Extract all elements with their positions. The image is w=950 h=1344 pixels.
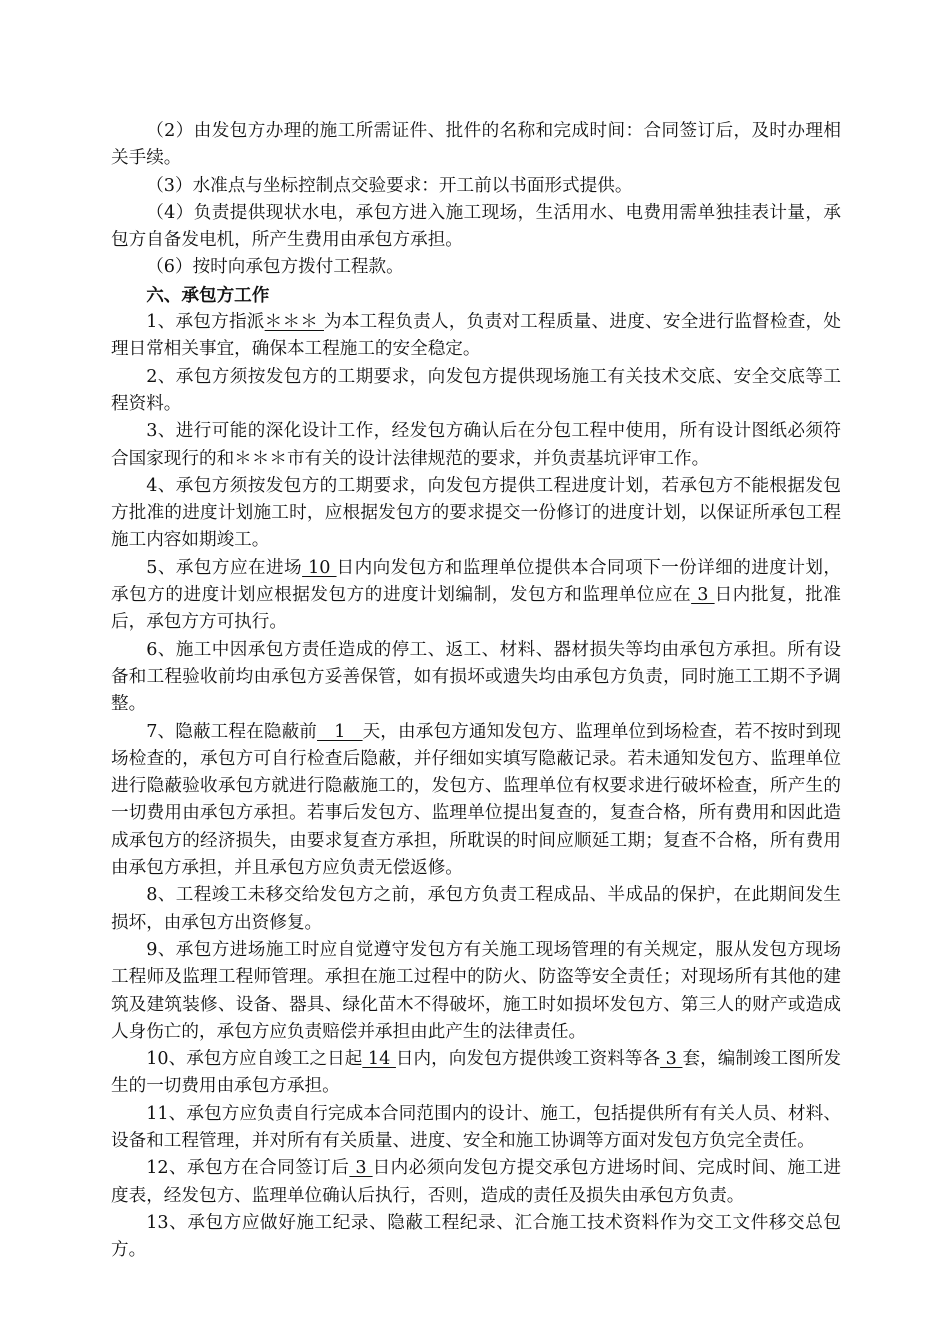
filled-blank: 3 [349,1158,373,1179]
paragraph [111,173,841,200]
paragraph [111,418,841,473]
paragraph-text: 日内批复，批准后，承包方方可执行。 [111,585,841,633]
paragraph-text: 5、承包方应在进场 [146,557,303,578]
paragraph-text: 13、承包方应做好施工纪录、隐蔽工程纪录、汇合施工技术资料作为交工文件移交总包方。 [111,1212,841,1261]
paragraph-text: 6、施工中因承包方责任造成的停工、返工、材料、器材损失等均由承包方承担。所有设备和工程验收前均由承包方妥善保管，如有损坏或遗失均由承包方负责，同时施工工期不予调整。 [111,639,841,715]
paragraph [111,473,841,555]
paragraph [111,200,841,255]
paragraph [111,118,841,173]
section-heading [111,282,841,309]
paragraph-text: （2）由发包方办理的施工所需证件、批件的名称和完成时间：合同签订后，及时办理相关手续。 [111,121,841,169]
paragraph-text: 1、承包方指派 [146,312,265,333]
paragraph-text: （6）按时向承包方拨付工程款。 [146,257,404,278]
filled-blank: 14 [362,1049,396,1070]
paragraph-text: 12、承包方在合同签订后 [146,1158,350,1179]
filled-blank: 1 [317,721,363,742]
paragraph-text: 4、承包方须按发包方的工期要求，向发包方提供工程进度计划，若承包方不能根据发包方批准的进度计划施工时，应根据发包方的要求提交一份修订的进度计划，以保证所承包工程施工内容如期竣工。 [111,475,841,551]
paragraph-text: 2、承包方须按发包方的工期要求，向发包方提供现场施工有关技术交底、安全交底等工程资料。 [111,366,841,414]
paragraph [111,1155,841,1210]
paragraph-text: （3）水准点与坐标控制点交验要求：开工前以书面形式提供。 [146,175,633,196]
paragraph-text: 日内必须向发包方提交承包方进场时间、完成时间、施工进度表，经发包方、监理单位确认后执行，否则，造成的责任及损失由承包方负责。 [111,1158,841,1206]
paragraph [111,719,841,883]
paragraph-text: 天，由承包方通知发包方、监理单位到场检查，若不按时到现场检查的，承包方可自行检查后隐蔽，并仔细如实填写隐蔽记录。若未通知发包方、监理单位进行隐蔽验收承包方就进行隐蔽施工的，发包方、监理单位有权要求进行破坏检查，所产生的一切费用由承包方承担。若事后发包方、监理单位提出复查的，复查合格，所有费用和因此造成承包方的经济损失，由要求复查方承担，所耽误的时间应顺延工期；复查不合格，所有费用由承包方承担，并且承包方应负责无偿返修。 [111,721,841,879]
paragraph-text: 8、工程竣工未移交给发包方之前，承包方负责工程成品、半成品的保护，在此期间发生损坏，由承包方出资修复。 [111,885,841,933]
filled-blank: 10 [302,557,337,578]
paragraph [111,1046,841,1101]
paragraph-text: 3、进行可能的深化设计工作，经发包方确认后在分包工程中使用，所有设计图纸必须符合国家现行的和＊＊＊市有关的设计法律规范的要求，并负责基坑评审工作。 [111,421,841,469]
paragraph [111,1101,841,1156]
paragraph [111,637,841,719]
filled-blank: ＊＊＊ [264,312,324,333]
filled-blank: 3 [660,1049,683,1070]
paragraph-text: 套，编制竣工图所发生的一切费用由承包方承担。 [111,1049,841,1097]
paragraph [111,309,841,364]
paragraph [111,1210,841,1265]
paragraph-text: 7、隐蔽工程在隐蔽前 [146,721,318,742]
paragraph-text: 六、承包方工作 [146,284,270,306]
paragraph [111,937,841,1046]
paragraph [111,254,841,281]
paragraph-text: 日内向发包方和监理单位提供本合同项下一份详细的进度计划，承包方的进度计划应根据发包方的进度计划编制，发包方和监理单位应在 [111,557,841,606]
paragraph [111,555,841,637]
paragraph-text: 为本工程负责人，负责对工程质量、进度、安全进行监督检查，处理日常相关事宜，确保本工程施工的安全稳定。 [111,312,841,360]
paragraph-text: 10、承包方应自竣工之日起 [146,1049,363,1070]
paragraph-text: 9、承包方进场施工时应自觉遵守发包方有关施工现场管理的有关规定，服从发包方现场工程师及监理工程师管理。承担在施工过程中的防火、防盗等安全责任；对现场所有其他的建筑及建筑装修、设备、器具、绿化苗木不得破坏，施工时如损坏发包方、第三人的财产或造成人身伤亡的，承包方应负责赔偿并承担由此产生的法律责任。 [111,939,841,1042]
paragraph-text: （4）负责提供现状水电，承包方进入施工现场，生活用水、电费用需单独挂表计量，承包方自备发电机，所产生费用由承包方承担。 [111,202,841,251]
paragraph-text: 11、承包方应负责自行完成本合同范围内的设计、施工，包括提供所有有关人员、材料、设备和工程管理，并对所有有关质量、进度、安全和施工协调等方面对发包方负完全责任。 [111,1103,841,1151]
paragraph [111,882,841,937]
document-page [111,118,841,1264]
paragraph-text: 日内，向发包方提供竣工资料等各 [395,1049,661,1070]
paragraph [111,364,841,419]
filled-blank: 3 [691,585,715,606]
